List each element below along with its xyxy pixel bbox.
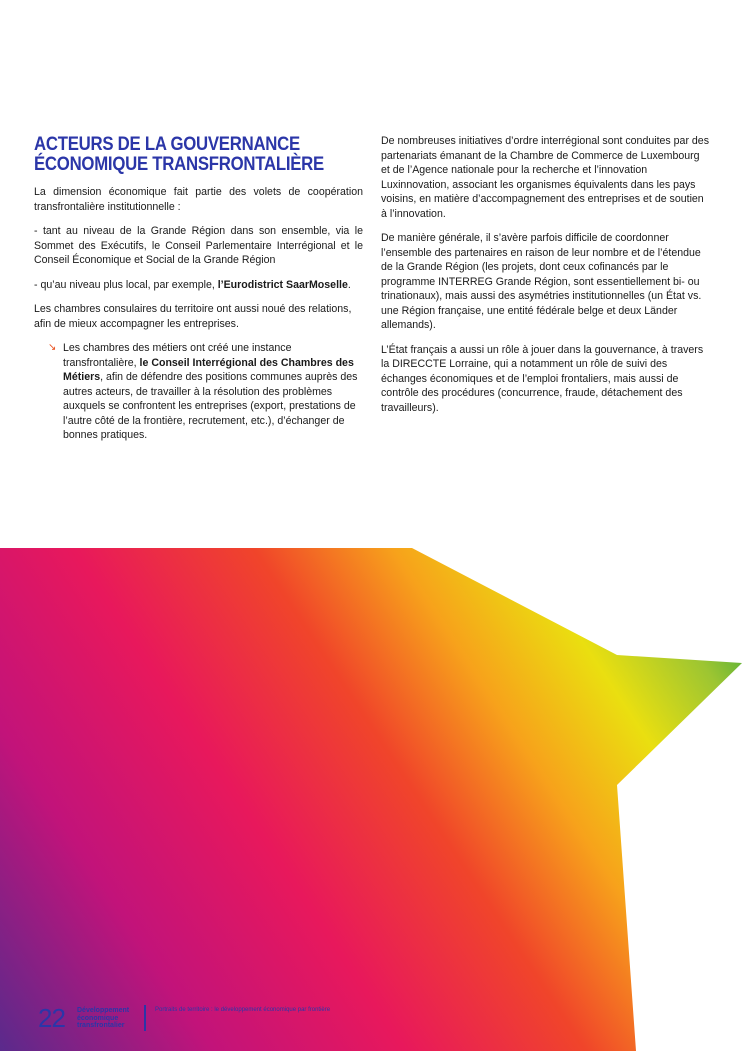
eurodistrict-text: - qu’au niveau plus local, par exemple, — [34, 278, 218, 291]
arrow-down-right-icon: ↘ — [48, 342, 57, 353]
bullet-bold: le Conseil Interrégional des Chambres des Métiers — [63, 356, 354, 383]
initiatives-paragraph: De nombreuses initiatives d’ordre interrégional sont conduites par des partenariats émanant de la Chambre de Commerce de Luxembourg et de l’Agence nationale pour la recherche et l’innovation Luxinnovation, associant les organismes équivalents dans les pays voisins, en matière d’accompagnement des entreprises et de soutien à l’innovation. — [381, 135, 709, 220]
intro-paragraph: La dimension économique fait partie des volets de coopération transfrontalière institutionnelle : — [34, 186, 363, 213]
eurodistrict-bold: l’Eurodistrict SaarMoselle — [217, 278, 348, 291]
footer-title-line3: transfrontalier — [77, 1022, 125, 1029]
section-title-line2: ÉCONOMIQUE TRANSFRONTALIÈRE — [34, 153, 324, 175]
grande-region-paragraph: - tant au niveau de la Grande Région dans son ensemble, via le Sommet des Exécutifs, le Conseil Parlementaire Interrégional et le Conseil Économique et Social de la Grande Région — [34, 225, 363, 266]
footer-subtitle: Portraits de territoire : le développement économique par frontière — [155, 1007, 331, 1013]
chambres-paragraph: Les chambres consulaires du territoire ont aussi noué des relations, afin de mieux accompagner les entreprises. — [34, 303, 352, 330]
section-title-line1: ACTEURS DE LA GOUVERNANCE — [34, 133, 300, 155]
right-column — [381, 134, 709, 425]
eurodistrict-end: . — [347, 278, 351, 291]
bullet-item — [48, 341, 363, 443]
footer-separator — [144, 1005, 146, 1031]
eurodistrict-paragraph — [34, 278, 363, 293]
etat-paragraph: L’État français a aussi un rôle à jouer dans la gouvernance, à travers la DIRECCTE Lorraine, qui a notamment un rôle de suivi des échanges économiques et de l’emploi frontaliers, mais aussi de contrôle des procédures (concurrence, fraude, détachement des travailleurs). — [381, 343, 704, 414]
footer-title-line1: Développement — [77, 1007, 130, 1014]
section-title — [34, 133, 324, 175]
bullet-text: Les chambres des métiers ont créé une instance transfrontalière, — [63, 342, 292, 369]
footer-title-line2: économique — [77, 1014, 119, 1022]
footer-title — [77, 1007, 147, 1030]
coordination-paragraph: De manière générale, il s’avère parfois difficile de coordonner l’ensemble des partenaires en raison de leur nombre et de l’étendue de la Grande Région (les projets, dont ceux cofinancés par le programme INTERREG Grande Région, sont essentiellement bi- ou trinationaux), mais aussi des asymétries institutionnelles (un État vs. une Région française, une entité fédérale belge et deux Länder allemands). — [381, 232, 702, 331]
page-number: 22 — [38, 1003, 65, 1033]
left-column — [34, 134, 363, 453]
bullet-text-end: , afin de défendre des positions communes auprès des autres acteurs, de travailler à la résolution des problèmes auxquels se confrontent les entreprises (export, prestations de l’autre côté de la frontière, recrutement, etc.), d’échanger de bonnes pratiques. — [63, 371, 358, 441]
